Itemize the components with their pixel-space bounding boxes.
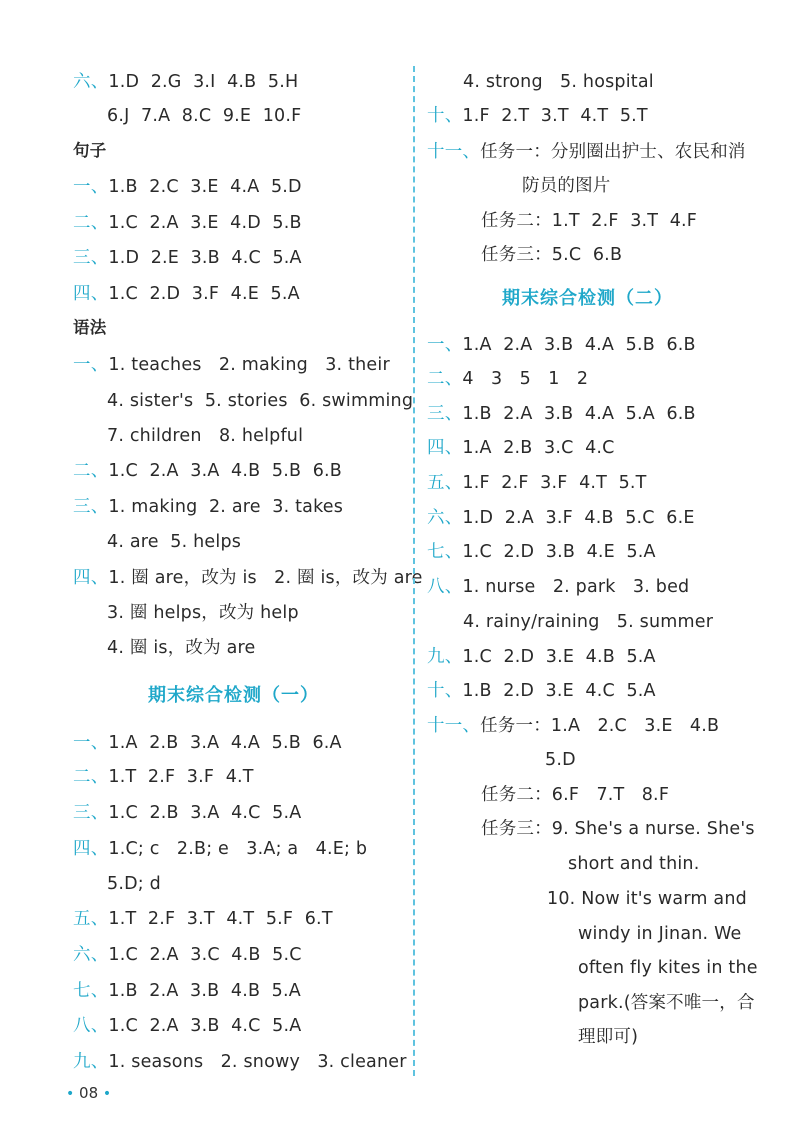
column-divider bbox=[413, 66, 415, 1076]
answer-text: 1.A 2.B 3.A 4.A 5.B 6.A bbox=[108, 733, 342, 753]
question-number: 二、 bbox=[73, 767, 109, 787]
section-title bbox=[148, 684, 319, 708]
answer-text: 任务一：分别圈出护士、农民和消 bbox=[480, 142, 746, 162]
answer-text: 1.T 2.F 3.F 4.T bbox=[108, 767, 254, 787]
question-number: 九、 bbox=[73, 1052, 109, 1072]
question-number: 六、 bbox=[73, 72, 109, 92]
footer-dot-left: • bbox=[66, 1086, 75, 1102]
answer-line bbox=[107, 601, 299, 625]
answer-text: 4. strong 5. hospital bbox=[463, 72, 654, 92]
answer-text: windy in Jinan. We bbox=[578, 924, 742, 944]
answer-line bbox=[463, 610, 713, 634]
answer-text: 1.F 2.T 3.T 4.T 5.T bbox=[462, 106, 648, 126]
answer-line bbox=[427, 333, 696, 357]
question-number: 八、 bbox=[73, 1016, 109, 1036]
question-number: 四、 bbox=[73, 839, 109, 859]
question-number: 七、 bbox=[427, 542, 463, 562]
answer-text: 1.C 2.A 3.E 4.D 5.B bbox=[108, 213, 302, 233]
question-number: 四、 bbox=[427, 438, 463, 458]
question-number: 七、 bbox=[73, 981, 109, 1001]
question-number: 一、 bbox=[427, 335, 463, 355]
answer-text: 1.B 2.C 3.E 4.A 5.D bbox=[108, 177, 302, 197]
answer-text: 1.C 2.A 3.B 4.C 5.A bbox=[108, 1016, 302, 1036]
answer-line bbox=[107, 424, 303, 448]
answer-text: 句子 bbox=[73, 141, 107, 160]
question-number: 二、 bbox=[427, 369, 463, 389]
answer-text: 1.C 2.A 3.A 4.B 5.B 6.B bbox=[108, 461, 342, 481]
question-number: 三、 bbox=[73, 497, 109, 517]
answer-text: 语法 bbox=[73, 318, 107, 337]
question-number: 一、 bbox=[73, 355, 109, 375]
page-number: 08 bbox=[79, 1084, 99, 1102]
answer-text: 1.C 2.A 3.C 4.B 5.C bbox=[108, 945, 302, 965]
answer-text: park.(答案不唯一，合 bbox=[578, 993, 755, 1013]
answer-line bbox=[578, 1025, 638, 1049]
answer-text: 4. rainy/raining 5. summer bbox=[463, 612, 714, 632]
answer-line bbox=[73, 353, 390, 377]
answer-text: 4. sister's 5. stories 6. swimming bbox=[107, 391, 414, 411]
answer-line bbox=[73, 907, 333, 931]
question-number: 三、 bbox=[73, 248, 109, 268]
answer-line bbox=[73, 1050, 407, 1074]
answer-line bbox=[481, 783, 669, 807]
question-number: 二、 bbox=[73, 213, 109, 233]
answer-line bbox=[107, 872, 161, 896]
answer-text: 1.C 2.D 3.E 4.B 5.A bbox=[462, 647, 656, 667]
answer-line bbox=[73, 765, 254, 789]
question-number: 四、 bbox=[73, 284, 109, 304]
footer-dot-right: • bbox=[102, 1086, 112, 1102]
question-number: 五、 bbox=[427, 473, 463, 493]
answer-line bbox=[481, 817, 755, 841]
question-number: 三、 bbox=[73, 803, 109, 823]
question-number: 五、 bbox=[73, 909, 109, 929]
answer-text: 1.A 2.A 3.B 4.A 5.B 6.B bbox=[462, 335, 696, 355]
answer-line bbox=[481, 209, 697, 233]
answer-line bbox=[463, 70, 654, 94]
answer-line bbox=[427, 436, 615, 460]
answer-text: 1.A 2.B 3.C 4.C bbox=[462, 438, 615, 458]
answer-text: 1.T 2.F 3.T 4.T 5.F 6.T bbox=[108, 909, 333, 929]
answer-text: 期末综合检测（一） bbox=[148, 685, 319, 706]
answer-line bbox=[73, 943, 302, 967]
answer-text: 1. making 2. are 3. takes bbox=[108, 497, 344, 517]
answer-line bbox=[427, 679, 656, 703]
section-title bbox=[502, 287, 673, 311]
answer-line bbox=[73, 1014, 301, 1038]
question-number: 十一、 bbox=[427, 716, 481, 736]
question-number: 八、 bbox=[427, 577, 463, 597]
question-number: 九、 bbox=[427, 647, 463, 667]
answer-text: 1.B 2.A 3.B 4.A 5.A 6.B bbox=[462, 404, 696, 424]
answer-text: 1. 圈 are，改为 is 2. 圈 is，改为 are bbox=[108, 568, 423, 588]
answer-line bbox=[107, 530, 241, 554]
answer-line bbox=[73, 175, 302, 199]
answer-text: 1.B 2.D 3.E 4.C 5.A bbox=[462, 681, 656, 701]
question-number: 十、 bbox=[427, 681, 463, 701]
answer-line bbox=[73, 979, 301, 1003]
answer-text: 防员的图片 bbox=[522, 176, 611, 196]
answer-line bbox=[107, 389, 413, 413]
answer-text: 1.D 2.G 3.I 4.B 5.H bbox=[108, 72, 299, 92]
answer-text: 1.F 2.F 3.F 4.T 5.T bbox=[462, 473, 647, 493]
answer-line bbox=[73, 731, 342, 755]
answer-text: 6.J 7.A 8.C 9.E 10.F bbox=[107, 106, 302, 126]
question-number: 一、 bbox=[73, 177, 109, 197]
answer-line bbox=[427, 506, 695, 530]
answer-text: 10. Now it's warm and bbox=[547, 889, 747, 909]
answer-line bbox=[107, 636, 255, 660]
page-footer bbox=[66, 1084, 111, 1102]
answer-text: 任务三：5.C 6.B bbox=[481, 245, 623, 265]
answer-line bbox=[545, 748, 576, 772]
subsection-heading bbox=[73, 316, 106, 340]
answer-line bbox=[73, 495, 343, 519]
answer-line bbox=[427, 714, 719, 738]
answer-text: 期末综合检测（二） bbox=[502, 288, 673, 309]
answer-text: 4. are 5. helps bbox=[107, 532, 242, 552]
answer-line bbox=[73, 801, 301, 825]
answer-line bbox=[73, 246, 302, 270]
answer-text: short and thin. bbox=[568, 854, 700, 874]
answer-line bbox=[568, 852, 700, 876]
answer-line bbox=[427, 575, 689, 599]
answer-line bbox=[481, 243, 622, 267]
answer-line bbox=[73, 211, 302, 235]
answer-text: 1. nurse 2. park 3. bed bbox=[462, 577, 690, 597]
subsection-heading bbox=[73, 139, 106, 163]
answer-text: 1.D 2.A 3.F 4.B 5.C 6.E bbox=[462, 508, 695, 528]
answer-text: 任务三：9. She's a nurse. She's bbox=[481, 819, 755, 839]
answer-line bbox=[73, 837, 367, 861]
question-number: 三、 bbox=[427, 404, 463, 424]
answer-text: 任务二：1.T 2.F 3.T 4.F bbox=[481, 211, 698, 231]
answer-text: 任务二：6.F 7.T 8.F bbox=[481, 785, 670, 805]
answer-line bbox=[427, 104, 648, 128]
answer-text: 1.C; c 2.B; e 3.A; a 4.E; b bbox=[108, 839, 368, 859]
answer-text: 4 3 5 1 2 bbox=[462, 369, 589, 389]
answer-line bbox=[547, 887, 747, 911]
answer-text: 1.C 2.D 3.F 4.E 5.A bbox=[108, 284, 300, 304]
answer-line bbox=[73, 282, 300, 306]
question-number: 二、 bbox=[73, 461, 109, 481]
answer-line bbox=[73, 566, 423, 590]
answer-line bbox=[107, 104, 301, 128]
question-number: 六、 bbox=[427, 508, 463, 528]
answer-text: 1. teaches 2. making 3. their bbox=[108, 355, 390, 375]
answer-line bbox=[427, 367, 588, 391]
answer-line bbox=[427, 402, 696, 426]
answer-text: 1.D 2.E 3.B 4.C 5.A bbox=[108, 248, 302, 268]
answer-line bbox=[427, 645, 656, 669]
answer-line bbox=[427, 140, 746, 164]
answer-text: 3. 圈 helps，改为 help bbox=[107, 603, 299, 623]
answer-text: often fly kites in the bbox=[578, 958, 758, 978]
answer-line bbox=[522, 174, 611, 198]
question-number: 十一、 bbox=[427, 142, 481, 162]
answer-text: 5.D bbox=[545, 750, 576, 770]
answer-line bbox=[73, 459, 342, 483]
answer-line bbox=[578, 956, 758, 980]
answer-text: 4. 圈 is，改为 are bbox=[107, 638, 256, 658]
answer-text: 7. children 8. helpful bbox=[107, 426, 304, 446]
question-number: 六、 bbox=[73, 945, 109, 965]
answer-text: 1. seasons 2. snowy 3. cleaner bbox=[108, 1052, 407, 1072]
answer-line bbox=[578, 922, 742, 946]
answer-line bbox=[578, 991, 755, 1015]
answer-text: 5.D; d bbox=[107, 874, 161, 894]
answer-text: 1.C 2.D 3.B 4.E 5.A bbox=[462, 542, 656, 562]
question-number: 一、 bbox=[73, 733, 109, 753]
answer-text: 1.C 2.B 3.A 4.C 5.A bbox=[108, 803, 302, 823]
answer-text: 任务一：1.A 2.C 3.E 4.B bbox=[480, 716, 720, 736]
answer-line bbox=[427, 540, 656, 564]
question-number: 四、 bbox=[73, 568, 109, 588]
answer-text: 理即可) bbox=[578, 1027, 639, 1047]
question-number: 十、 bbox=[427, 106, 463, 126]
answer-line bbox=[73, 70, 298, 94]
answer-text: 1.B 2.A 3.B 4.B 5.A bbox=[108, 981, 301, 1001]
answer-line bbox=[427, 471, 647, 495]
